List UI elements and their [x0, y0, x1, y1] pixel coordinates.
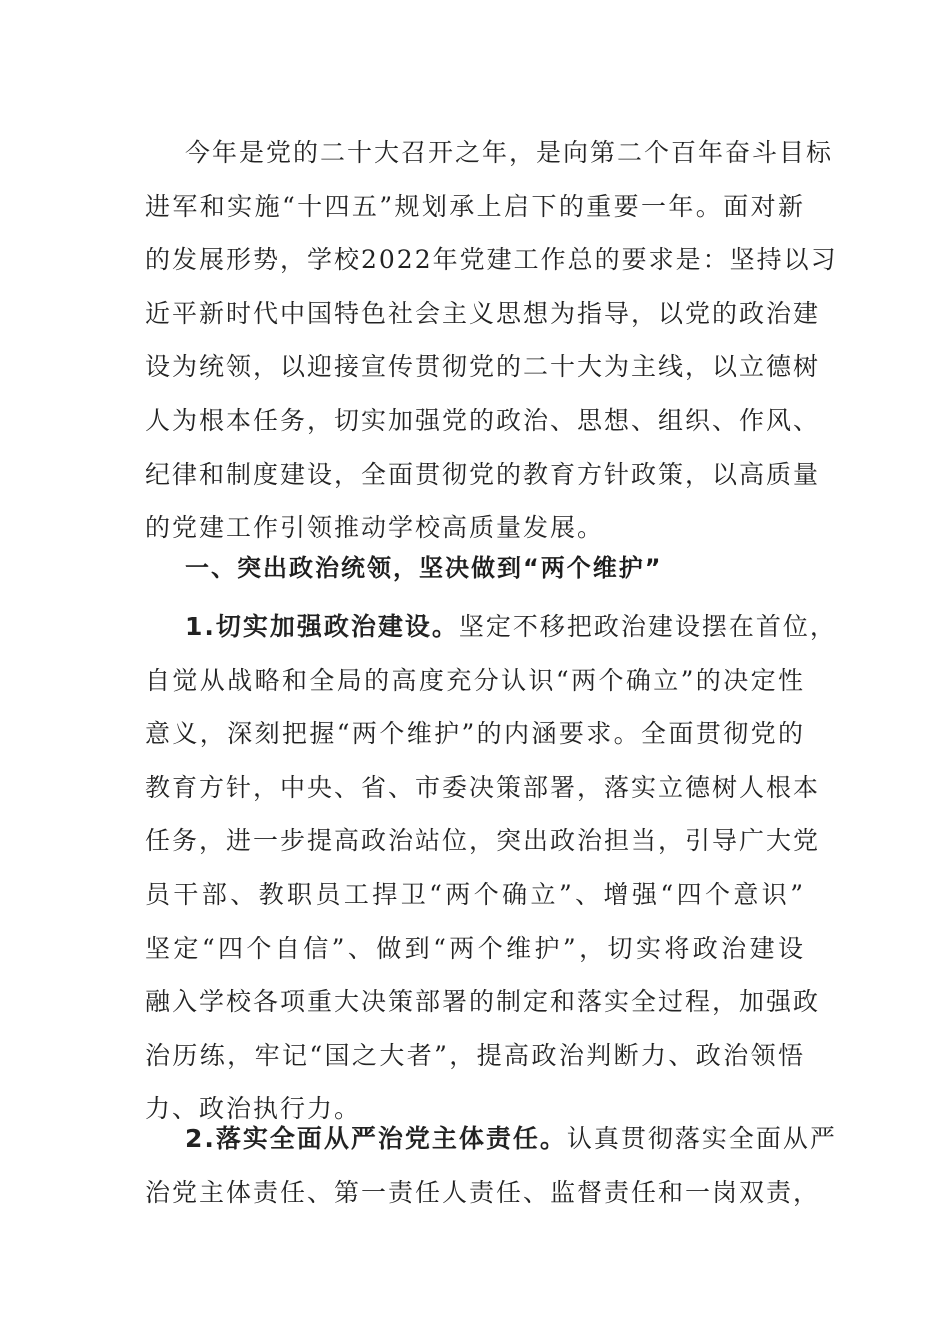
- intro-line: 近平新时代中国特色社会主义思想为指导，以党的政治建: [145, 298, 821, 328]
- item-1-first-line-rest: 坚定不移把政治建设摆在首位，: [458, 612, 837, 641]
- intro-line: 人为根本任务，切实加强党的政治、思想、组织、作风、: [145, 405, 821, 435]
- intro-line: 纪律和制度建设，全面贯彻党的教育方针政策，以高质量: [145, 459, 821, 489]
- item-2-paragraph: [145, 1112, 837, 1219]
- item-1-line: 坚定“四个自信”、做到“两个维护”，切实将政治建设: [145, 933, 805, 963]
- item-1-line: 教育方针，中央、省、市委决策部署，落实立德树人根本: [145, 772, 821, 802]
- item-2-line: 治党主体责任、第一责任人责任、监督责任和一岗双责，: [145, 1177, 821, 1207]
- intro-paragraph: [145, 126, 838, 555]
- item-1-paragraph: [145, 600, 837, 1136]
- intro-line: 今年是党的二十大召开之年，是向第二个百年奋斗目标: [185, 138, 834, 167]
- item-1-line: 融入学校各项重大决策部署的制定和落实全过程，加强政: [145, 987, 821, 1017]
- item-1-first-line: [145, 600, 837, 654]
- item-1-line: 自觉从战略和全局的高度充分认识“两个确立”的决定性: [145, 665, 805, 695]
- intro-line: 的党建工作引领推动学校高质量发展。: [145, 513, 605, 543]
- item-2-first-line: [145, 1112, 837, 1166]
- item-2-title: 2.落实全面从严治党主体责任。: [185, 1124, 567, 1153]
- item-1-line: 任务，进一步提高政治站位，突出政治担当，引导广大党: [145, 826, 821, 856]
- intro-line: 进军和实施“十四五”规划承上启下的重要一年。面对新: [145, 191, 805, 221]
- item-1-line: 意义，深刻把握“两个维护”的内涵要求。全面贯彻党的: [145, 719, 805, 749]
- item-1-line: 力、政治执行力。: [145, 1094, 362, 1124]
- intro-line: 设为统领，以迎接宣传贯彻党的二十大为主线，以立德树: [145, 352, 821, 382]
- item-1-line: 员干部、教职员工捍卫“两个确立”、增强“四个意识”: [145, 879, 805, 909]
- intro-line: 的发展形势，学校2022年党建工作总的要求是：坚持以习: [145, 245, 838, 275]
- item-1-title: 1.切实加强政治建设。: [185, 612, 459, 641]
- item-2-first-line-rest: 认真贯彻落实全面从严: [566, 1124, 837, 1153]
- item-1-line: 治历练，牢记“国之大者”，提高政治判断力、政治领悟: [145, 1040, 805, 1070]
- section-heading: 一、突出政治统领，坚决做到“两个维护”: [185, 554, 663, 582]
